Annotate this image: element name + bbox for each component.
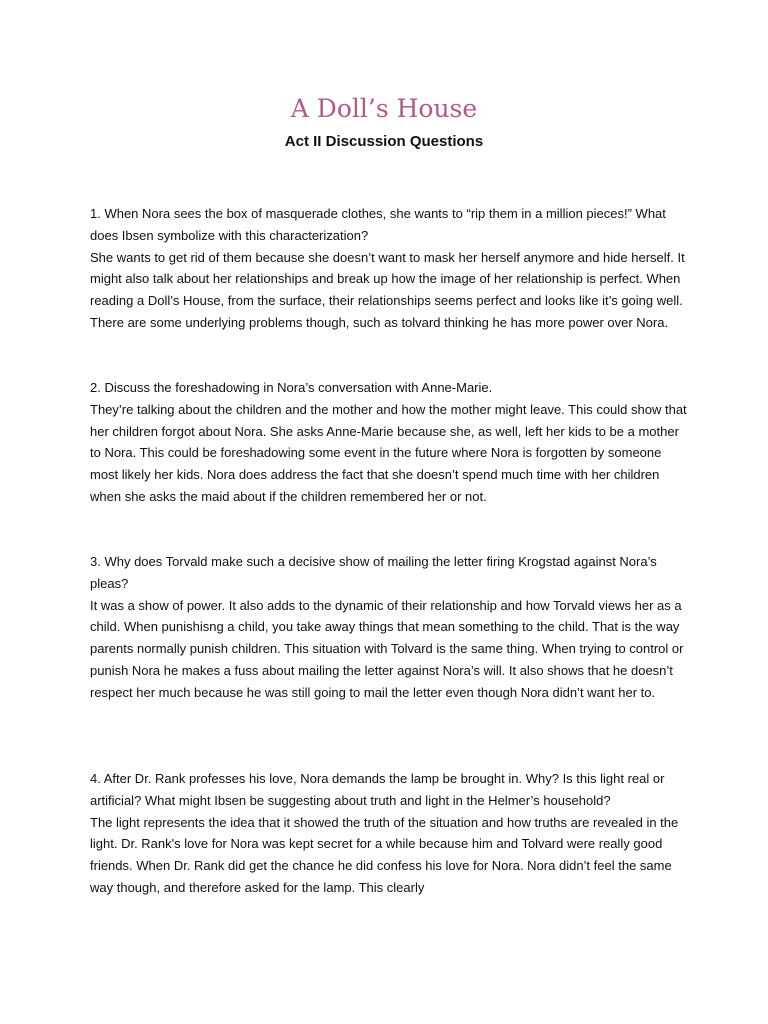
question-text: 1. When Nora sees the box of masquerade clothes, she wants to “rip them in a million pieces!” What does Ibsen symbolize with this characterization? (90, 206, 666, 243)
question-text: 3. Why does Torvald make such a decisive show of mailing the letter firing Krogstad against Nora’s pleas? (90, 554, 657, 591)
question-section-4 (90, 768, 690, 899)
answer-text: It was a show of power. It also adds to the dynamic of their relationship and how Torvald views her as a child. When punishisng a child, you take away things that mean something to the child. That is the way parents normally punish children. This situation with Tolvard is the same thing. When trying to control or punish Nora he makes a fuss about mailing the letter against Nora’s will. It also shows that he doesn’t respect her much because he was still going to mail the letter even though Nora didn’t want her to. (90, 597, 684, 700)
question-text: 4. After Dr. Rank professes his love, Nora demands the lamp be brought in. Why? Is this light real or artificial? What might Ibsen be suggesting about truth and light in the Helmer’s household? (90, 771, 665, 808)
question-section-1 (90, 203, 690, 334)
document-subtitle: Act II Discussion Questions (284, 133, 484, 150)
question-text: 2. Discuss the foreshadowing in Nora’s conversation with Anne-Marie. (90, 380, 493, 395)
question-section-2 (90, 377, 690, 508)
document-title: A Doll’s House (290, 94, 478, 123)
question-section-3 (90, 551, 690, 703)
answer-text: They’re talking about the children and the mother and how the mother might leave. This could show that her children forgot about Nora. She asks Anne-Marie because she, as well, left her kids to be a mother to Nora. This could be foreshadowing some event in the future where Nora is forgotten by someone most likely her kids. Nora does address the fact that she doesn’t spend much time with her children when she asks the maid about if the children remembered her or not. (90, 401, 687, 504)
answer-text: The light represents the idea that it showed the truth of the situation and how truths are revealed in the light. Dr. Rank's love for Nora was kept secret for a while because him and Tolvard were really good friends. When Dr. Rank did get the chance he did confess his love for Nora. Nora didn’t feel the same way though, and therefore asked for the lamp. This clearly (90, 814, 679, 895)
answer-text: She wants to get rid of them because she doesn’t want to mask her herself anymore and hide herself. It might also talk about her relationships and break up how the image of her relationship is perfect. When reading a Doll’s House, from the surface, their relationships seems perfect and looks like it’s going well. There are some underlying problems though, such as tolvard thinking he has more power over Nora. (90, 249, 685, 330)
